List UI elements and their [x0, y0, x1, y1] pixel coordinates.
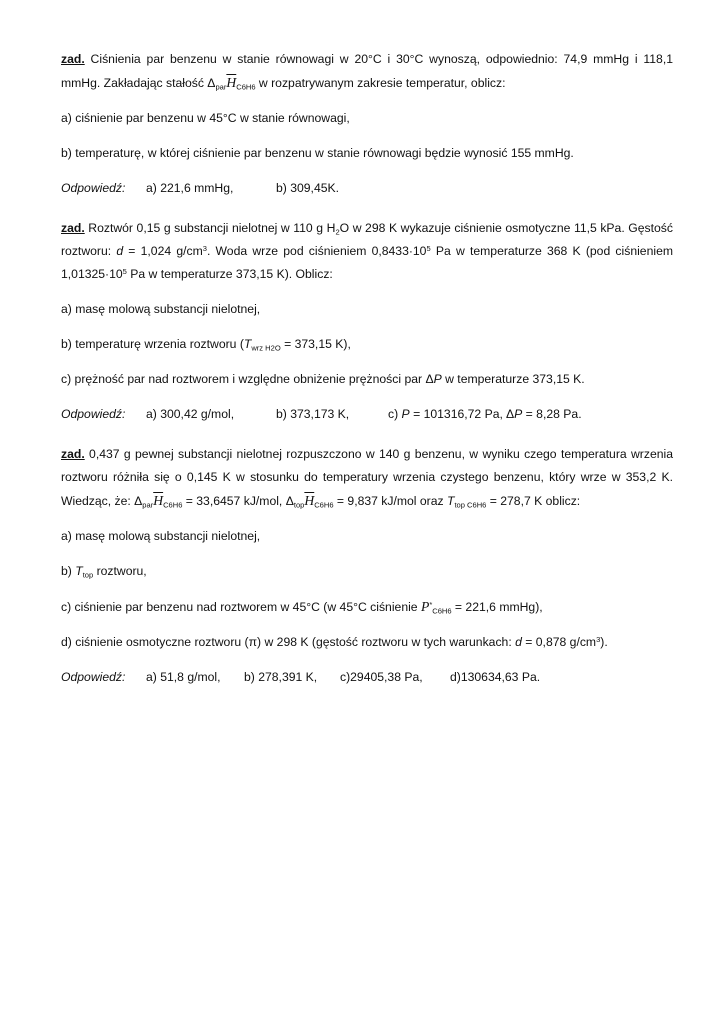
- answer-a: a) 300,42 g/mol,: [146, 407, 235, 421]
- enthalpy-symbol: $\overline{H}$: [304, 493, 315, 508]
- answer-b: b) 309,45K.: [276, 181, 340, 195]
- answer-d: d)130634,63 Pa.: [450, 670, 541, 684]
- answer-c: c) P = 101316,72 Pa,: [388, 407, 503, 421]
- task-2-item-c: c) prężność par nad roztworem i względne obniżenie prężności par ΔP w temperaturze 373,15 K.: [61, 372, 585, 386]
- task-3-item-c: c) ciśnienie par benzenu nad roztworem w 45°C (w 45°C ciśnienie $P^*_{C6H6} = 221,6$ mmHg),: [61, 599, 543, 616]
- task-2-item-b: b) temperaturę wrzenia roztworu ($T_{wrz H2O} = 373,15$ K),: [61, 337, 351, 353]
- answer-label: Odpowiedź:: [61, 670, 126, 684]
- answer-label: Odpowiedź:: [61, 407, 126, 421]
- task-3: [61, 443, 673, 689]
- task-3-answer: [61, 666, 673, 689]
- answer-a: a) 51,8 g/mol,: [146, 670, 221, 684]
- task-2-item-a: a) masę molową substancji nielotnej,: [61, 302, 261, 316]
- task-3-item-a: a) masę molową substancji nielotnej,: [61, 529, 261, 543]
- task-1-statement: zad. Ciśnienia par benzenu w stanie równowagi w 20°C i 30°C wynoszą, odpowiednio: 74,9 mmHg i 118,1 mmHg. Zakładając stałość $\Delta_{par}\overline{H}_{C6H6}$ w rozpatrywanym zakresie temperatur, oblicz:: [61, 52, 673, 92]
- task-1-item-b: b) temperaturę, w której ciśnienie par benzenu w stanie równowagi będzie wynosić 155 mmHg.: [61, 146, 574, 160]
- answer-c: c)29405,38 Pa,: [340, 670, 423, 684]
- task-1-item-a: a) ciśnienie par benzenu w 45°C w stanie równowagi,: [61, 111, 350, 125]
- task-label: zad.: [61, 52, 85, 66]
- task-label: zad.: [61, 447, 85, 461]
- task-2-answer: [61, 403, 673, 426]
- answer-b: b) 278,391 K,: [244, 670, 318, 684]
- task-1-answer: [61, 177, 673, 200]
- task-2-statement: zad. Roztwór 0,15 g substancji nielotnej w 110 g $H_2O$ w 298 K wykazuje ciśnienie osmotyczne 11,5 kPa. Gęstość roztworu: d = 1,024 $g/cm^3$. Woda wrze pod ciśnieniem $0,8433\cdot 10^5$ Pa w temperaturze 368 K (pod ciśnieniem $1,01325\cdot 10^5$ Pa w temperaturze 373,15 K). Oblicz:: [61, 221, 673, 281]
- task-3-item-d: d) ciśnienie osmotyczne roztworu (π) w 298 K (gęstość roztworu w tych warunkach: d = 0,878 $g/cm^3$).: [61, 634, 608, 649]
- task-1: [61, 48, 673, 200]
- document-page: [61, 48, 673, 689]
- task-2: [61, 217, 673, 426]
- enthalpy-symbol: $\overline{H}$: [226, 75, 237, 90]
- task-3-item-b: b) $T_{top}$ roztworu,: [61, 564, 147, 580]
- answer-b: b) 373,173 K,: [276, 407, 350, 421]
- answer-label: Odpowiedź:: [61, 181, 126, 195]
- answer-a: a) 221,6 mmHg,: [146, 181, 234, 195]
- task-label: zad.: [61, 221, 85, 235]
- task-3-statement: zad. 0,437 g pewnej substancji nielotnej rozpuszczono w 140 g benzenu, w wyniku czego temperatura wrzenia roztworu różniła się o 0,145 K w stosunku do temperatury wrzenia czystego benzenu, który wrze w 353,2 K. Wiedząc, że: $\Delta_{par}\overline{H}_{C6H6} = 33,6457$ kJ/mol, $\Delta_{top}\overline{H}_{C6H6} = 9,837$ kJ/mol oraz $T_{top C6H6} = 278,7$ K oblicz:: [61, 447, 673, 510]
- answer-d: ΔP = 8,28 Pa.: [506, 407, 582, 421]
- enthalpy-symbol: $\overline{H}$: [153, 493, 164, 508]
